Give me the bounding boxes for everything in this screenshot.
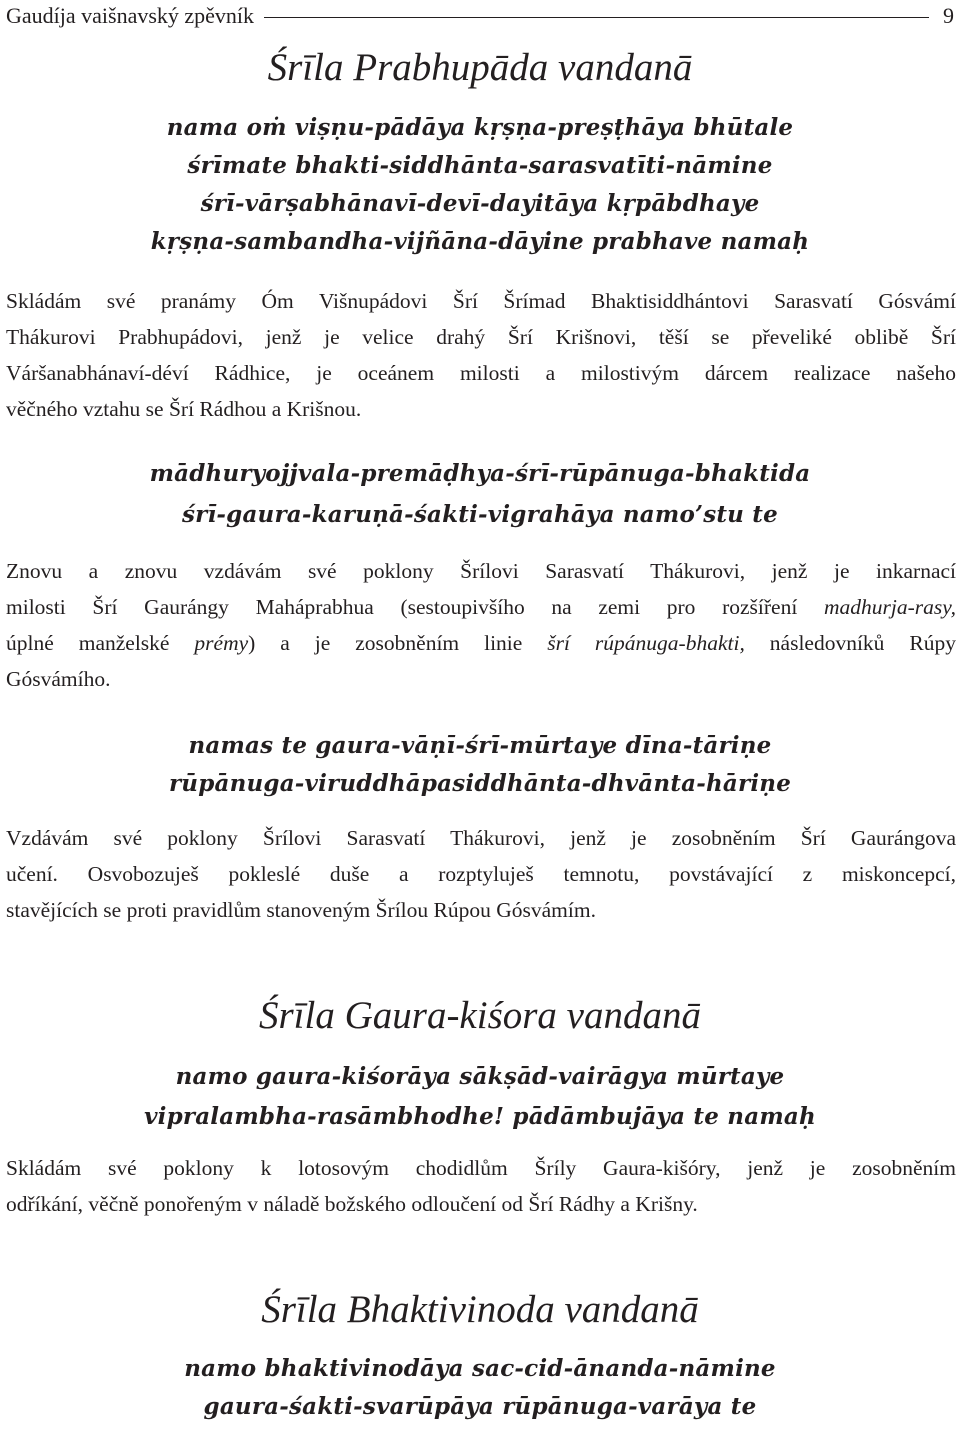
verse-line: namas te gaura-vāṇī-śrī-mūrtaye dīna-tāriṇe: [188, 732, 772, 759]
translation-line: Gósvámího.: [6, 667, 111, 691]
translation-gaura-kisora-1: [6, 1150, 956, 1222]
translation-prabhupada-1: [6, 283, 956, 427]
translation-prabhupada-3: [6, 820, 956, 928]
translation-line: Znovu a znovu vzdávám své poklony Šrílovi Sarasvatí Thákurovi, jenž je inkarnací: [6, 559, 956, 583]
verse-line: śrī-gaura-karuṇā-śakti-vigrahāya namo’stu te: [182, 501, 778, 528]
book-title: Gaudíja vaišnavský zpěvník: [6, 3, 255, 28]
verse-line: mādhuryojjvala-premāḍhya-śrī-rūpānuga-bhaktida: [149, 460, 811, 487]
verse-prabhupada-1: [0, 109, 960, 261]
translation-line: [6, 589, 956, 625]
verse-line: rūpānuga-viruddhāpasiddhānta-dhvānta-hāriṇe: [168, 770, 792, 797]
translation-line: [6, 625, 956, 661]
translation-line: Skládám své pranámy Óm Višnupádovi Šrí Šrímad Bhaktisiddhántovi Sarasvatí Gósvámí: [6, 289, 956, 313]
verse-line: śrīmate bhakti-siddhānta-sarasvatīti-nāmine: [187, 152, 773, 179]
translation-line: věčného vztahu se Šrí Rádhou a Krišnou.: [6, 397, 362, 421]
emphasis-term: madhurja-rasy,: [824, 595, 956, 619]
translation-line: stavějících se proti pravidlům stanoveným Šrílou Rúpou Gósvámím.: [6, 898, 596, 922]
translation-text: milosti Šrí Gaurángy Maháprabhua (sestoupivšího na zemi pro rozšíření: [6, 595, 824, 619]
section-title-gaura-kisora: Śrīla Gaura-kiśora vandanā: [259, 994, 701, 1037]
translation-line: Thákurovi Prabhupádovi, jenž je velice drahý Šrí Krišnovi, těší se převeliké oblibě Šrí: [6, 325, 956, 349]
running-head: [6, 2, 954, 30]
translation-line: Váršanabhánaví-déví Rádhice, je oceánem milosti a milostivým dárcem realizace našeho: [6, 361, 956, 385]
translation-line: odříkání, věčně ponořeným v náladě božského odloučení od Šrí Rádhy a Krišny.: [6, 1192, 698, 1216]
translation-text: úplné manželské: [6, 631, 195, 655]
verse-prabhupada-3: [0, 727, 960, 803]
verse-line: gaura-śakti-svarūpāya rūpānuga-varāya te: [203, 1393, 757, 1420]
verse-line: kṛṣṇa-sambandha-vijñāna-dāyine prabhave namaḥ: [150, 228, 810, 255]
translation-line: Skládám své poklony k lotosovým chodidlům Šríly Gaura-kišóry, jenž je zosobněním: [6, 1156, 956, 1180]
verse-line: śrī-vārṣabhānavī-devī-dayitāya kṛpābdhaye: [200, 190, 760, 217]
page-number: 9: [943, 3, 954, 28]
verse-line: vipralambha-rasāmbhodhe! pādāmbujāya te namaḥ: [144, 1103, 816, 1130]
section-title-prabhupada: Śrīla Prabhupāda vandanā: [267, 46, 693, 89]
translation-text: ) a je zosobněním linie: [248, 631, 548, 655]
translation-line: Vzdávám své poklony Šrílovi Sarasvatí Thákurovi, jenž je zosobněním Šrí Gaurángova: [6, 826, 956, 850]
verse-bhaktivinoda-1: [0, 1350, 960, 1426]
verse-line: nama oṁ viṣṇu-pādāya kṛṣṇa-preṣṭhāya bhūtale: [166, 114, 794, 141]
emphasis-term: prémy: [194, 631, 249, 655]
verse-prabhupada-2: [0, 455, 960, 534]
verse-line: namo gaura-kiśorāya sākṣād-vairāgya mūrtaye: [175, 1063, 785, 1090]
translation-line: učení. Osvobozuješ pokleslé duše a rozptyluješ temnotu, povstávající z miskoncepcí,: [6, 862, 956, 886]
translation-text: následovníků Rúpy: [744, 631, 956, 655]
section-title-bhaktivinoda: Śrīla Bhaktivinoda vandanā: [261, 1288, 699, 1331]
verse-line: namo bhaktivinodāya sac-cid-ānanda-nāmine: [184, 1355, 776, 1382]
emphasis-term: šrí rúpánuga-bhakti,: [547, 631, 745, 655]
translation-prabhupada-2: [6, 553, 956, 697]
header-rule: [264, 17, 929, 18]
verse-gaura-kisora-1: [0, 1058, 960, 1136]
